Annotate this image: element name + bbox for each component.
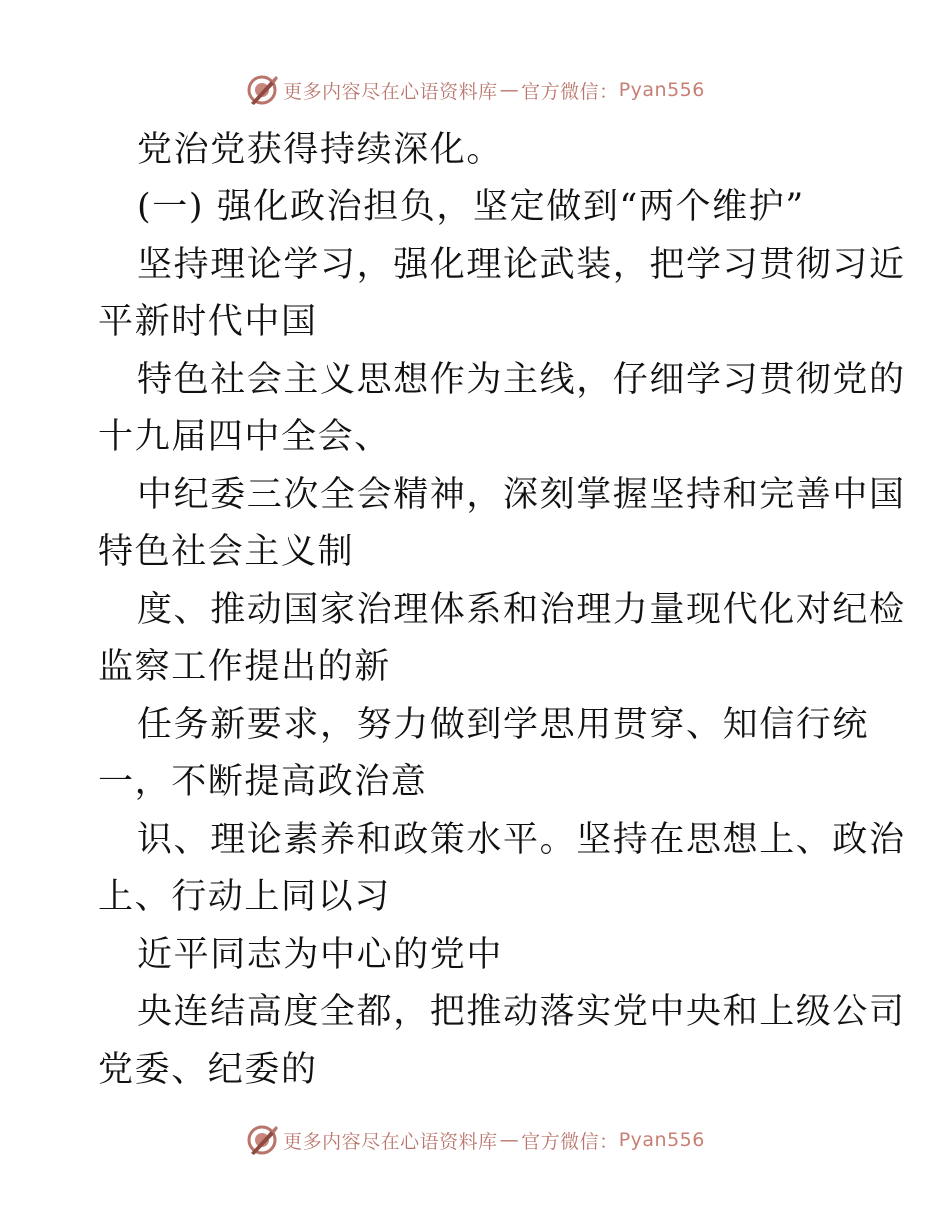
- watermark-wechat-id: Pyan556: [618, 1129, 705, 1151]
- watermark-text: 更多内容尽在心语资料库: [283, 80, 498, 103]
- watermark-footer: [0, 1120, 950, 1160]
- pen-circle-logo-icon: [245, 1123, 279, 1157]
- watermark-official-label: 官方微信：: [521, 1130, 619, 1153]
- doc-line: 平新时代中国: [98, 302, 318, 342]
- doc-line: 中纪委三次全会精神，深刻掌握坚持和完善中国: [137, 475, 906, 515]
- watermark-official-label: 官方微信：: [521, 80, 619, 103]
- doc-line: 近平同志为中心的党中: [137, 935, 504, 975]
- doc-line: 监察工作提出的新: [98, 647, 391, 687]
- watermark-wechat-id: Pyan556: [618, 79, 705, 101]
- doc-line: 坚持理论学习，强化理论武装，把学习贯彻习近: [137, 245, 906, 285]
- doc-line: 特色社会主义制: [98, 532, 355, 572]
- doc-line: 党治党获得持续深化。: [137, 130, 504, 170]
- doc-line: 识、理论素养和政策水平。坚持在思想上、政治: [137, 820, 906, 860]
- doc-line: 任务新要求，努力做到学思用贯穿、知信行统: [137, 705, 870, 745]
- watermark-text: 更多内容尽在心语资料库: [283, 1130, 498, 1153]
- doc-line: 一，不断提高政治意: [98, 762, 428, 802]
- doc-line: 党委、纪委的: [98, 1050, 318, 1090]
- watermark-separator: —: [499, 79, 520, 101]
- pen-circle-logo-icon: [245, 73, 279, 107]
- doc-line: 度、推动国家治理体系和治理力量现代化对纪检: [137, 590, 906, 630]
- doc-line: 央连结高度全都，把推动落实党中央和上级公司: [137, 992, 906, 1032]
- watermark-header: [0, 70, 950, 110]
- doc-line: 十九届四中全会、: [98, 417, 391, 457]
- section-heading: (一) 强化政治担负，坚定做到“两个维护”: [137, 187, 805, 227]
- watermark-separator: —: [499, 1129, 520, 1151]
- doc-line: 特色社会主义思想作为主线，仔细学习贯彻党的: [137, 360, 906, 400]
- doc-line: 上、行动上同以习: [98, 877, 391, 917]
